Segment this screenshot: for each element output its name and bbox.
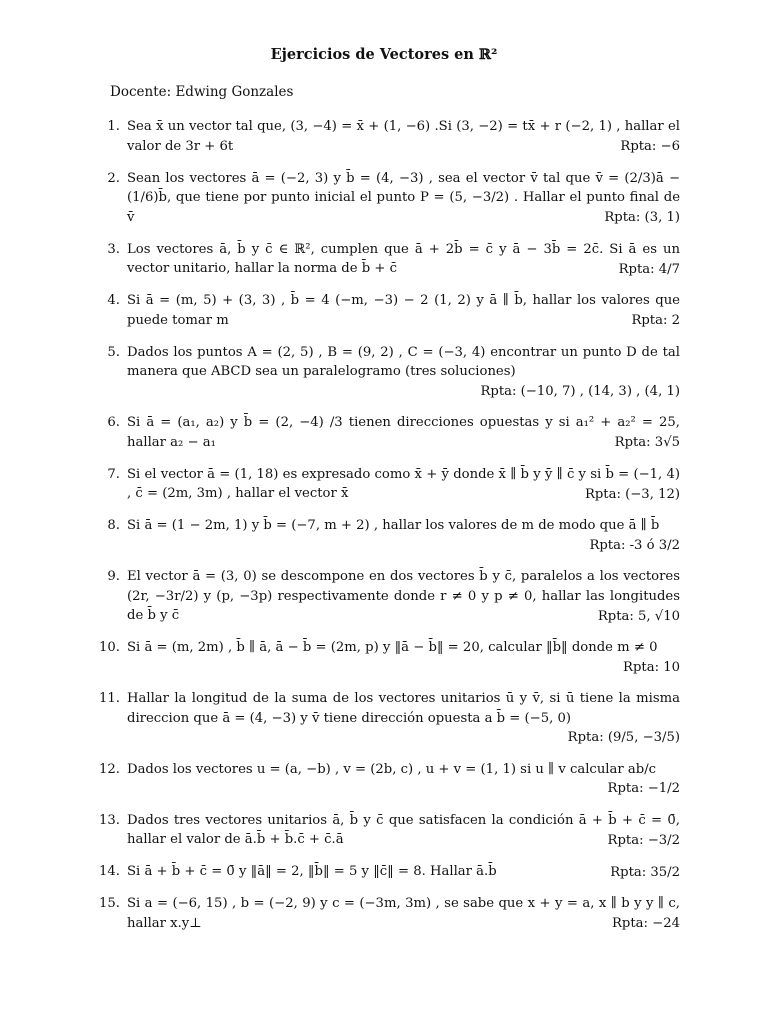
exercise-answer: Rpta: 3√5 <box>614 435 680 450</box>
exercise-number: 4. <box>107 293 120 308</box>
teacher-name: Docente: Edwing Gonzales <box>110 84 294 100</box>
exercise-statement: Si a = (−6, 15) , b = (−2, 9) y c = (−3m, 3m) , se sabe que x + y = a, x ∥ b y y ∥ c, hallar x.y⊥ <box>127 896 680 931</box>
exercise-statement: Los vectores ā, b̄ y c̄ ∈ ℝ², cumplen que ā + 2b̄ = c̄ y ā − 3b̄ = 2c̄. Si ā es un vector unitario, hallar la norma de b̄ + c̄ <box>127 241 680 276</box>
exercise-item <box>104 465 680 505</box>
exercise-statement: Dados los vectores u = (a, −b) , v = (2b, c) , u + v = (1, 1) si u ∥ v calcular ab/c <box>127 761 657 777</box>
exercise-number: 7. <box>107 466 120 482</box>
exercise-number: 1. <box>107 119 120 134</box>
exercise-list <box>99 117 680 934</box>
exercise-answer: Rpta: (3, 1) <box>604 210 680 225</box>
exercise-statement: Si ā = (m, 5) + (3, 3) , b̄ = 4 (−m, −3) − 2 (1, 2) y ā ∥ b̄, hallar los valores que puede tomar m <box>127 293 680 328</box>
exercise-statement: Sea x̄ un vector tal que, (3, −4) = x̄ + (1, −6) .Si (3, −2) = tx̄ + r (−2, 1) , hallar el valor de 3r + 6t <box>127 119 680 154</box>
exercise-item <box>104 169 680 228</box>
exercise-number: 5. <box>107 344 120 360</box>
exercise-number: 8. <box>107 518 120 533</box>
exercise-item <box>104 240 680 280</box>
exercise-item <box>99 862 680 882</box>
exercise-item <box>104 567 680 626</box>
exercise-answer: Rpta: −3/2 <box>607 832 680 848</box>
exercise-statement: Sean los vectores ā = (−2, 3) y b̄ = (4, −3) , sea el vector v̄ tal que v̄ = (2/3)ā − (1/6)b̄, que tiene por punto inicial el punto P = (5, −3/2) . Hallar el punto final de v̄ <box>127 170 680 225</box>
exercise-item <box>104 343 680 402</box>
exercise-answer: Rpta: −24 <box>612 916 680 931</box>
exercise-item <box>104 516 680 555</box>
document-title: Ejercicios de Vectores en ℝ² <box>270 46 498 63</box>
exercise-item <box>99 811 680 851</box>
exercise-item <box>104 413 680 453</box>
exercise-number: 12. <box>99 761 120 777</box>
exercise-answer: Rpta: 2 <box>631 313 680 328</box>
exercise-number: 15. <box>99 896 120 911</box>
exercise-statement: El vector ā = (3, 0) se descompone en dos vectores b̄ y c̄, paralelos a los vectores (2r, −3r/2) y (p, −3p) respectivamente donde r ≠ 0 y p ≠ 0, hallar las longitudes de b̄ y c̄ <box>127 569 680 623</box>
exercise-answer: Rpta: 4/7 <box>618 261 680 277</box>
exercise-number: 3. <box>107 241 120 257</box>
exercise-item <box>104 291 680 331</box>
exercise-answer: Rpta: -3 ó 3/2 <box>589 537 680 553</box>
exercise-statement: Si el vector ā = (1, 18) es expresado como x̄ + ȳ donde x̄ ∥ b̄ y ȳ ∥ c̄ y si b̄ = (−1, 4) , c̄ = (2m, 3m) , hallar el vector x̄ <box>127 466 680 501</box>
exercise-item <box>99 760 680 799</box>
exercise-statement: Si ā = (m, 2m) , b̄ ∥ ā, ā − b̄ = (2m, p) y ‖ā − b̄‖ = 20, calcular ‖b̄‖ donde m ≠ 0 <box>127 640 658 655</box>
exercise-answer: Rpta: 10 <box>623 659 680 675</box>
exercise-answer: Rpta: (9/5, −3/5) <box>567 730 680 745</box>
exercise-statement: Si ā = (a₁, a₂) y b̄ = (2, −4) /3 tienen direcciones opuestas y si a₁² + a₂² = 25, hallar a₂ − a₁ <box>127 415 680 450</box>
exercise-statement: Si ā = (1 − 2m, 1) y b̄ = (−7, m + 2) , hallar los valores de m de modo que ā ∥ b̄ <box>127 518 660 533</box>
exercise-number: 2. <box>107 170 120 186</box>
exercise-statement: Hallar la longitud de la suma de los vectores unitarios ū y v̄, si ū tiene la misma direccion que ā = (4, −3) y v̄ tiene dirección opuesta a b̄ = (−5, 0) <box>127 691 680 726</box>
exercise-answer: Rpta: 5, √10 <box>597 608 680 624</box>
exercise-answer: Rpta: −1/2 <box>607 781 680 796</box>
exercise-number: 9. <box>107 569 120 584</box>
exercise-number: 10. <box>99 640 120 655</box>
exercise-answer: Rpta: (−10, 7) , (14, 3) , (4, 1) <box>480 383 680 399</box>
exercise-number: 11. <box>99 691 120 706</box>
exercise-number: 13. <box>99 812 120 828</box>
exercise-item <box>104 117 680 157</box>
exercise-statement: Si ā + b̄ + c̄ = 0̄ y ‖ā‖ = 2, ‖b̄‖ = 5 y ‖c̄‖ = 8. Hallar ā.b̄ <box>127 864 497 879</box>
exercise-item <box>99 689 680 748</box>
exercise-answer: Rpta: 35/2 <box>610 864 680 880</box>
exercise-number: 6. <box>107 415 120 430</box>
exercise-answer: Rpta: −6 <box>620 139 680 154</box>
exercise-item <box>99 638 680 677</box>
exercise-statement: Dados tres vectores unitarios ā, b̄ y c̄ que satisfacen la condición ā + b̄ + c̄ = 0̄, hallar el valor de ā.b̄ + b̄.c̄ + c̄.ā <box>127 812 680 847</box>
exercise-item <box>99 894 680 934</box>
exercise-statement: Dados los puntos A = (2, 5) , B = (9, 2) , C = (−3, 4) encontrar un punto D de tal manera que ABCD sea un paralelogramo (tres soluciones) <box>127 344 680 379</box>
exercise-number: 14. <box>99 864 120 879</box>
exercise-answer: Rpta: (−3, 12) <box>584 486 680 502</box>
